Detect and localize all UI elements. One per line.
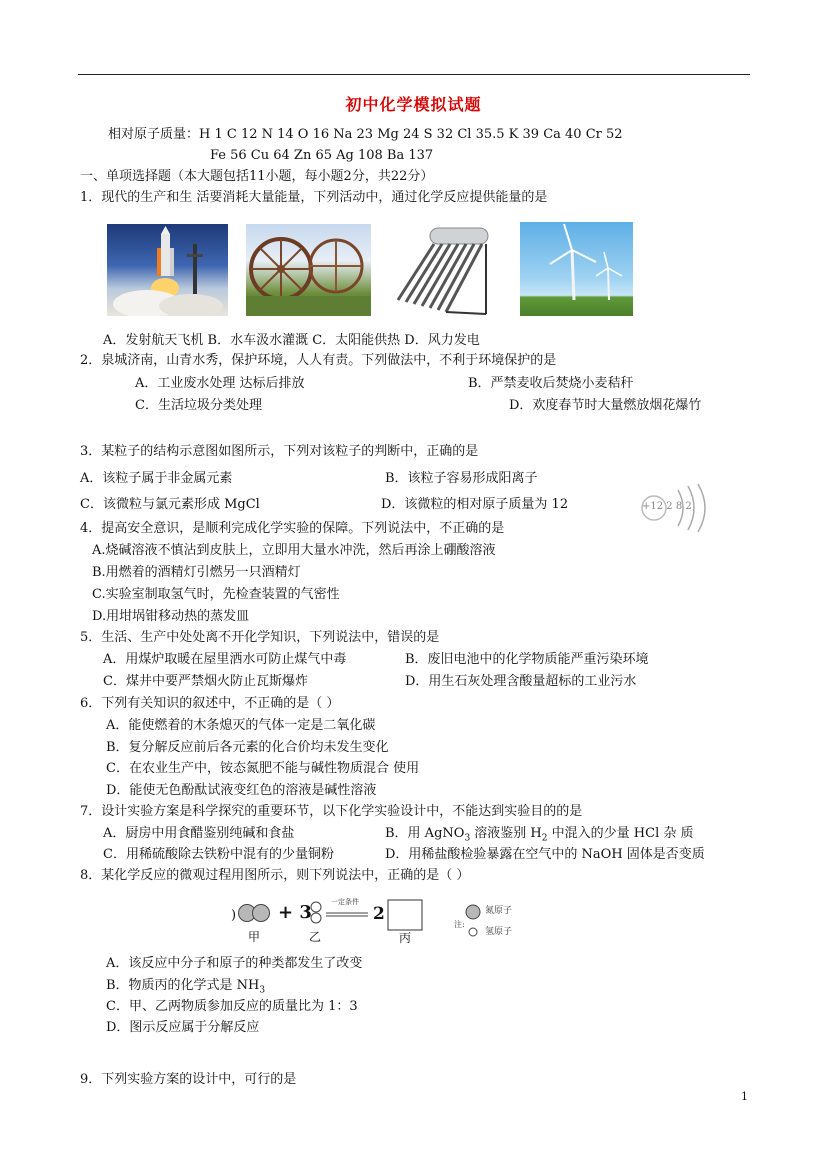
q3-option-b: B．该粒子容易形成阳离子 [385, 471, 538, 486]
q6-option-a: A．能使燃着的木条熄灭的气体一定是二氧化碳 [106, 718, 376, 733]
wind-turbines-image [520, 222, 633, 316]
q7-option-d: D．用稀盐酸检验暴露在空气中的 NaOH 固体是否变质 [385, 847, 705, 862]
q2-option-c: C．生活垃圾分类处理 [135, 398, 262, 413]
page-title: 初中化学模拟试题 [345, 95, 482, 114]
q6-option-d: D．能使无色酚酞试液变红色的溶液是碱性溶液 [106, 783, 377, 798]
svg-text:): ) [231, 908, 237, 923]
q5-option-b: B．废旧电池中的化学物质能严重污染环境 [405, 652, 649, 667]
q2-option-a: A．工业废水处理 达标后排放 [135, 376, 305, 391]
legend-nitrogen: 氮原子 [485, 906, 513, 916]
q3-option-d: D．该微粒的相对原子质量为 12 [381, 497, 569, 512]
q9-stem: 9．下列实验方案的设计中，可行的是 [80, 1072, 297, 1087]
atom-structure-diagram [636, 480, 718, 532]
q2-stem: 2．泉城济南，山青水秀，保护环境，人人有责。下列做法中，不利于环境保护的是 [80, 353, 557, 368]
q4-option-b: B.用燃着的酒精灯引燃另一只酒精灯 [92, 565, 301, 580]
atomic-mass-line1: 相对原子质量：H 1 C 12 N 14 O 16 Na 23 Mg 24 S 32 Cl 35.5 K 39 Ca 40 Cr 52 [108, 127, 623, 142]
q8-option-d: D．图示反应属于分解反应 [106, 1020, 260, 1035]
q4-option-c: C.实验室制取氢气时，先检查装置的气密性 [92, 587, 340, 602]
q3-stem: 3．某粒子的结构示意图如图所示，下列对该粒子的判断中，正确的是 [80, 444, 479, 459]
space-shuttle-launch-image [107, 224, 228, 316]
section-heading: 一、单项选择题（本大题包括11小题，每小题2分，共22分） [80, 169, 434, 184]
q8-option-c: C．甲、乙两物质参加反应的质量比为 1：3 [106, 999, 358, 1014]
legend-hydrogen: 氢原子 [485, 927, 513, 937]
q7-option-b: B．用 AgNO$_3$ 溶液鉴别 $H_2$ 中混入的少量 HCl 杂 质 [385, 826, 694, 844]
q8-stem: 8．某化学反应的微观过程用图所示，则下列说法中，正确的是（ ） [80, 868, 470, 883]
reaction-condition: 一定条件 [331, 898, 359, 906]
header-rule [78, 74, 750, 75]
q4-option-d: D.用坩埚钳移动热的蒸发皿 [92, 609, 250, 624]
legend-note: 注: [454, 920, 465, 929]
product-coefficient: 2 [373, 904, 385, 924]
q6-option-b: B．复分解反应前后各元素的化合价均未发生变化 [106, 740, 389, 755]
reactant-coefficient: + 3 [278, 902, 312, 923]
label-bing: 丙 [399, 931, 412, 945]
q1-stem: 1．现代的生产和生 活要消耗大量能量，下列活动中，通过化学反应提供能量的是 [80, 190, 548, 205]
q6-option-c: C．在农业生产中，铵态氮肥不能与碱性物质混合 使用 [106, 761, 420, 776]
q2-option-d: D．欢度春节时大量燃放烟花爆竹 [509, 398, 702, 413]
q4-option-a: A.烧碱溶液不慎沾到皮肤上，立即用大量水冲洗，然后再涂上硼酸溶液 [92, 543, 496, 558]
q5-stem: 5．生活、生产中处处离不开化学知识，下列说法中，错误的是 [80, 630, 440, 645]
water-wheel-image [246, 224, 371, 316]
q3-option-a: A．该粒子属于非金属元素 [80, 471, 233, 486]
q1-options: A．发射航天飞机 B．水车汲水灌溉 C．太阳能供热 D．风力发电 [103, 333, 480, 348]
page-number: 1 [741, 1090, 748, 1103]
q8-option-b: B．物质丙的化学式是 $NH_3$ [106, 978, 266, 996]
q3-option-c: C．该微粒与氯元素形成 MgCl [80, 497, 260, 512]
label-yi: 乙 [309, 930, 322, 944]
q2-option-b: B．严禁麦收后焚烧小麦秸秆 [468, 376, 634, 391]
reaction-micro-diagram [228, 896, 528, 948]
q8-option-a: A．该反应中分子和原子的种类都发生了改变 [106, 956, 363, 971]
solar-water-heater-image [390, 222, 494, 318]
q7-option-c: C．用稀硫酸除去铁粉中混有的少量铜粉 [103, 847, 334, 862]
label-jia: 甲 [248, 930, 261, 944]
q5-option-a: A．用煤炉取暖在屋里洒水可防止煤气中毒 [103, 652, 347, 667]
q7-stem: 7．设计实验方案是科学探究的重要环节，以下化学实验设计中，不能达到实验目的的是 [80, 804, 583, 819]
q7-option-a: A．厨房中用食醋鉴别纯碱和食盐 [103, 826, 295, 841]
atom-structure-label: +12 2 8 2 [642, 501, 692, 512]
q4-stem: 4．提高安全意识，是顺利完成化学实验的保障。下列说法中，不正确的是 [80, 521, 505, 536]
atomic-mass-line2: Fe 56 Cu 64 Zn 65 Ag 108 Ba 137 [210, 148, 434, 163]
q5-option-d: D．用生石灰处理含酸量超标的工业污水 [405, 674, 637, 689]
q6-stem: 6．下列有关知识的叙述中，不正确的是（ ） [80, 696, 340, 711]
q5-option-c: C．煤井中要严禁烟火防止瓦斯爆炸 [103, 674, 308, 689]
